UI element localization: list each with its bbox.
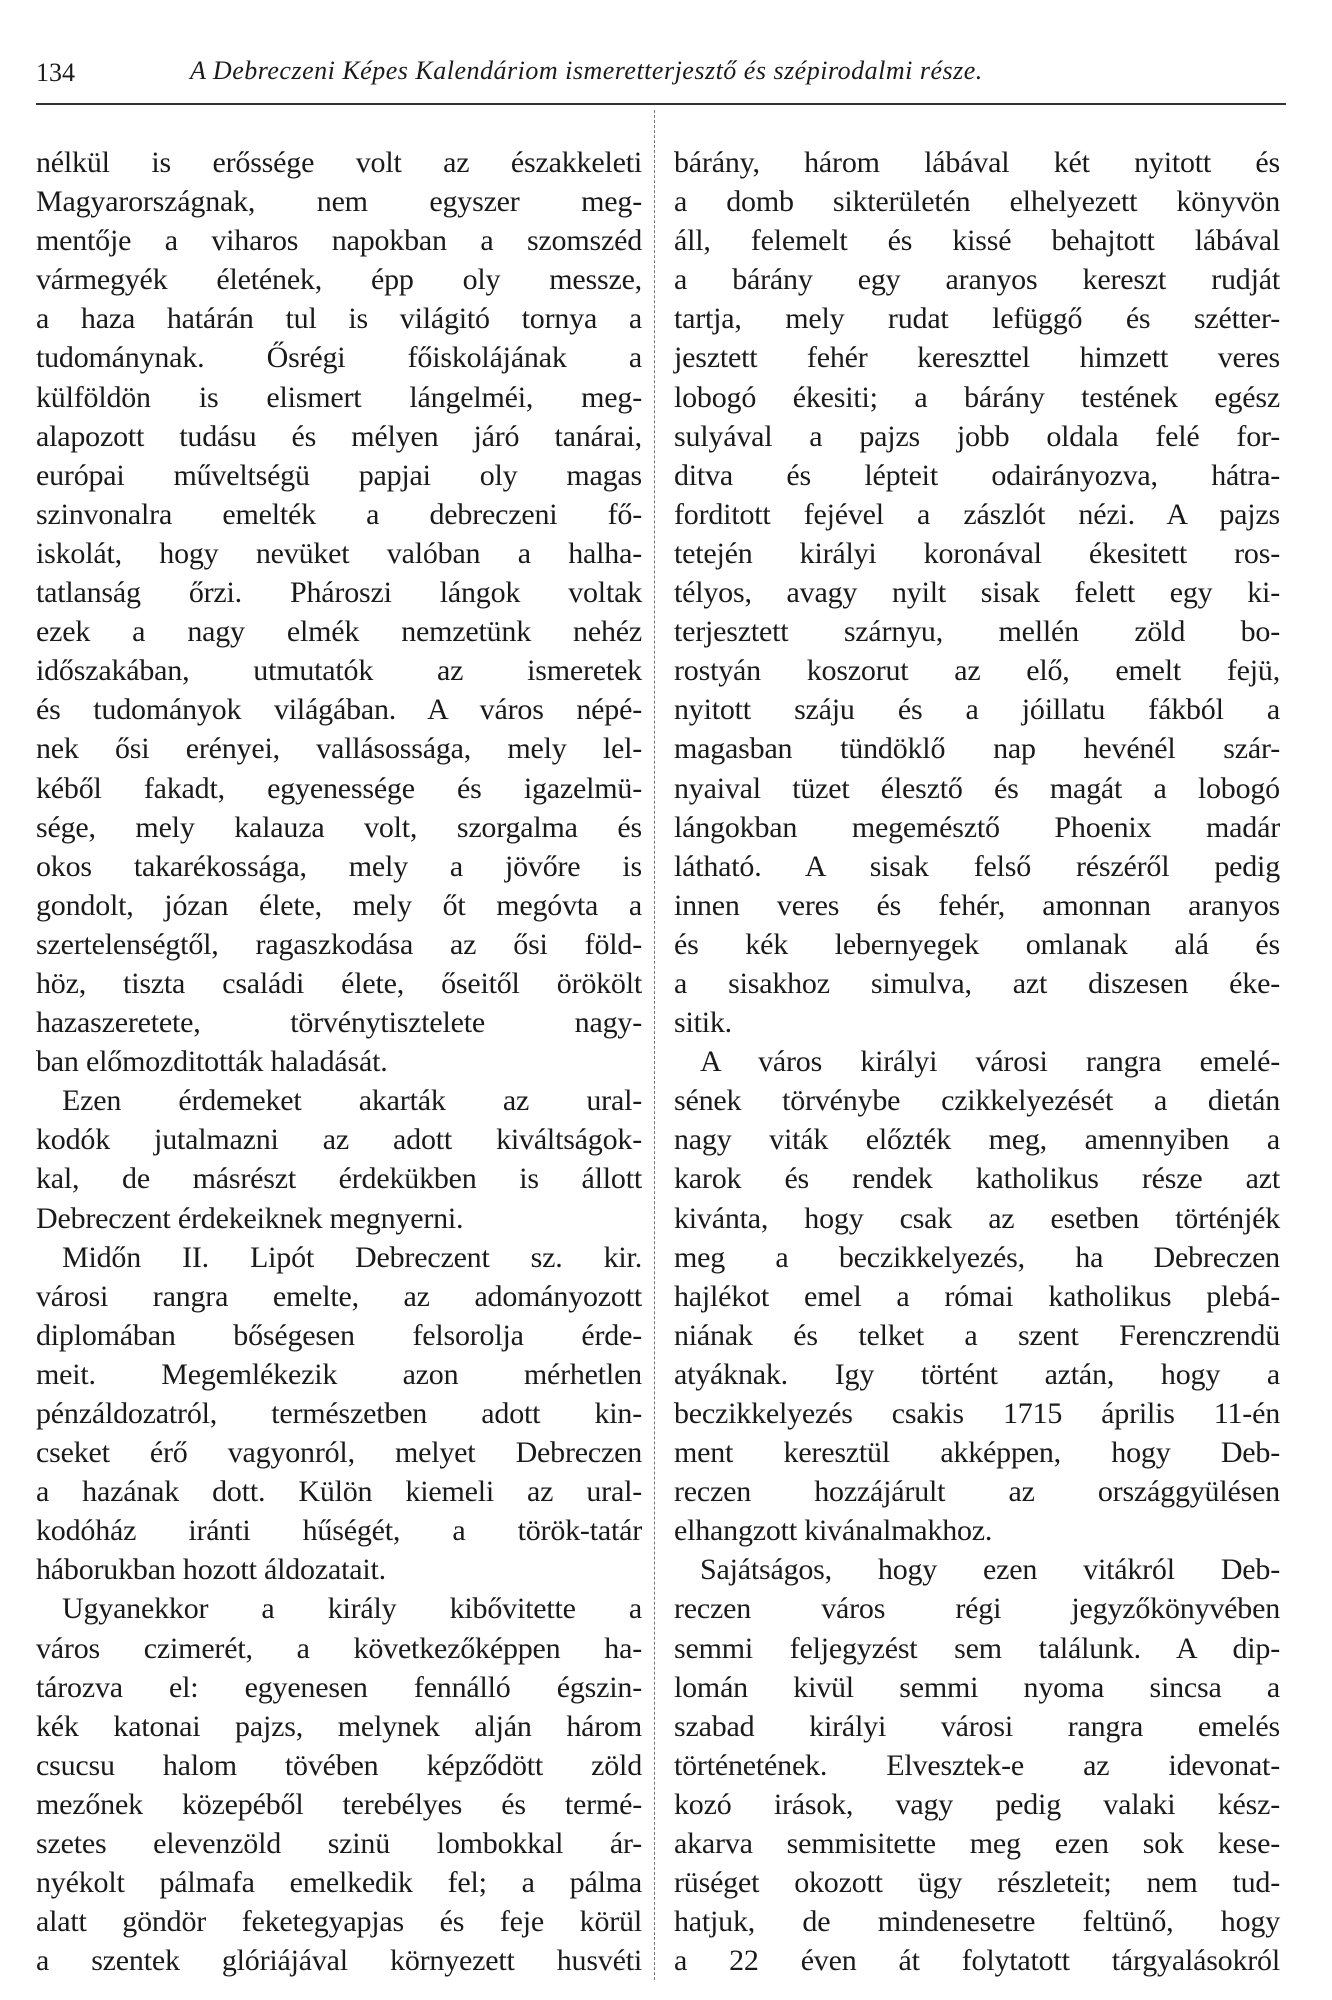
text-line: mentője a viharos napokban a szomszéd <box>36 224 642 258</box>
text-line: lomán kivül semmi nyoma sincsa a <box>674 1670 1280 1704</box>
text-line: terjesztett szárnyu, mellén zöld bo- <box>674 615 1280 649</box>
text-line: a haza határán tul is világitó tornya a <box>36 302 642 336</box>
text-line: külföldön is elismert lángelméi, meg- <box>36 380 642 414</box>
text-line: karok és rendek katholikus része azt <box>674 1162 1280 1196</box>
text-line: kivánta, hogy csak az esetben történjék <box>674 1201 1280 1235</box>
text-line: város czimerét, a következőképpen ha- <box>36 1631 642 1665</box>
page-number: 134 <box>36 58 75 87</box>
text-line: sége, mely kalauza volt, szorgalma és <box>36 810 642 844</box>
text-line: szinvonalra emelték a debreczeni fő- <box>36 497 642 531</box>
text-line: kéből fakadt, egyenessége és igazelmü- <box>36 771 642 805</box>
text-line: kal, de másrészt érdekükben is állott <box>36 1162 642 1196</box>
text-line: tatlanság őrzi. Phároszi lángok voltak <box>36 576 642 610</box>
text-line: hazaszeretete, törvénytisztelete nagy- <box>36 1006 642 1040</box>
text-line: a hazának dott. Külön kiemeli az ural- <box>36 1475 642 1509</box>
text-line: rüséget okozott ügy részleteit; nem tud- <box>674 1866 1280 1900</box>
text-line: sének törvénybe czikkelyezését a dietán <box>674 1084 1280 1118</box>
column-divider <box>654 110 655 1980</box>
running-title: A Debreczeni Képes Kalendáriom ismeretterjesztő és szépirodalmi része. <box>190 56 983 85</box>
text-line: Ugyanekkor a király kibővitette a <box>62 1592 642 1626</box>
text-line: szabad királyi városi rangra emelés <box>674 1709 1280 1743</box>
text-line: a 22 éven át folytatott tárgyalásokról <box>674 1944 1280 1978</box>
text-line: tározva el: egyenesen fennálló égszin- <box>36 1670 642 1704</box>
text-line: ditva és lépteit odairányozva, hátra- <box>674 458 1280 492</box>
header-rule <box>36 103 1286 105</box>
text-line: gondolt, józan élete, mely őt megóvta a <box>36 888 642 922</box>
text-line: sitik. <box>674 1006 732 1040</box>
text-line: lobogó ékesiti; a bárány testének egész <box>674 380 1280 414</box>
paragraph <box>36 1238 642 1590</box>
text-line: elhangzott kivánalmakhoz. <box>674 1514 993 1548</box>
text-line: nagy viták előzték meg, amennyiben a <box>674 1123 1280 1157</box>
text-line: kozó irások, vagy pedig valaki kész- <box>674 1787 1280 1821</box>
text-line: történetének. Elvesztek-e az idevonat- <box>674 1748 1280 1782</box>
text-line: jesztett fehér kereszttel himzett veres <box>674 341 1280 375</box>
text-line: bárány, három lábával két nyitott és <box>674 146 1280 179</box>
text-line: a szentek glóriájával környezett husvéti <box>36 1944 642 1978</box>
text-line: Ezen érdemeket akarták az ural- <box>62 1084 642 1118</box>
text-line: szetes elevenzöld szinü lombokkal ár- <box>36 1827 642 1861</box>
text-line: kodóház iránti hűségét, a török-tatár <box>36 1514 642 1548</box>
text-line: diplomában bőségesen felsorolja érde- <box>36 1318 642 1352</box>
text-line: tartja, mely rudat lefüggő és szétter- <box>674 302 1280 336</box>
text-line: mezőnek közepéből terebélyes és termé- <box>36 1787 642 1821</box>
text-line: sulyával a pajzs jobb oldala felé for- <box>674 419 1280 453</box>
paragraph <box>36 143 642 1081</box>
text-line: nyékolt pálmafa emelkedik fel; a pálma <box>36 1866 642 1900</box>
text-line: látható. A sisak felső részéről pedig <box>674 849 1280 883</box>
text-line: ment keresztül akképpen, hogy Deb- <box>674 1436 1280 1470</box>
text-line: reczen város régi jegyzőkönyvében <box>674 1592 1280 1626</box>
text-line: alatt göndör feketegyapjas és feje körül <box>36 1905 642 1939</box>
text-line: Sajátságos, hogy ezen vitákról Deb- <box>700 1553 1280 1587</box>
text-line: télyos, avagy nyilt sisak felett egy ki- <box>674 576 1280 610</box>
paragraph <box>36 1589 642 1980</box>
text-line: atyáknak. Igy történt aztán, hogy a <box>674 1357 1280 1391</box>
text-line: vármegyék életének, épp oly messze, <box>36 263 642 297</box>
text-line: csucsu halom tövében képződött zöld <box>36 1748 642 1782</box>
text-line: lángokban megemésztő Phoenix madár <box>674 810 1280 844</box>
text-line: háborukban hozott áldozatait. <box>36 1553 386 1587</box>
text-line: és tudományok világában. A város népé- <box>36 693 642 727</box>
text-line: kodók jutalmazni az adott kiváltságok- <box>36 1123 642 1157</box>
text-line: tudománynak. Ősrégi főiskolájának a <box>36 341 642 375</box>
text-line: niának és telket a szent Ferenczrendü <box>674 1318 1280 1352</box>
text-line: cseket érő vagyonról, melyet Debreczen <box>36 1436 642 1470</box>
text-line: a sisakhoz simulva, azt diszesen éke- <box>674 966 1280 1000</box>
text-line: okos takarékossága, mely a jövőre is <box>36 849 642 883</box>
text-line: forditott fejével a zászlót nézi. A pajzs <box>674 497 1280 531</box>
text-line: iskolát, hogy nevüket valóban a halha- <box>36 536 642 570</box>
text-line: a bárány egy aranyos kereszt rudját <box>674 263 1280 297</box>
text-line: semmi feljegyzést sem találunk. A dip- <box>674 1631 1280 1665</box>
text-line: Midőn II. Lipót Debreczent sz. kir. <box>62 1240 642 1274</box>
text-line: a domb sikterületén elhelyezett könyvön <box>674 185 1280 219</box>
paragraph <box>674 1550 1280 1980</box>
text-line: kék katonai pajzs, melynek alján három <box>36 1709 642 1743</box>
text-line: ban előmozditották haladását. <box>36 1045 388 1079</box>
text-line: meg a beczikkelyezés, ha Debreczen <box>674 1240 1280 1274</box>
text-line: tetején királyi koronával ékesitett ros- <box>674 536 1280 570</box>
text-line: pénzáldozatról, természetben adott kin- <box>36 1397 642 1430</box>
text-line: Debreczent érdekeiknek megnyerni. <box>36 1201 464 1235</box>
text-line: A város királyi városi rangra emelé- <box>700 1045 1280 1079</box>
left-column <box>36 143 642 1980</box>
text-line: meit. Megemlékezik azon mérhetlen <box>36 1357 642 1391</box>
text-line: akarva semmisitette meg ezen sok kese- <box>674 1827 1280 1861</box>
text-line: rostyán koszorut az elő, emelt fejü, <box>674 654 1280 688</box>
text-line: nek ősi erényei, vallásossága, mely lel- <box>36 732 642 766</box>
text-line: ezek a nagy elmék nemzetünk nehéz <box>36 615 642 649</box>
right-column <box>674 143 1280 1980</box>
text-line: beczikkelyezés csakis 1715 április 11-én <box>674 1397 1280 1430</box>
paragraph <box>674 143 1280 1042</box>
text-line: hatjuk, de mindenesetre feltünő, hogy <box>674 1905 1280 1939</box>
text-line: nyaival tüzet élesztő és magát a lobogó <box>674 771 1280 805</box>
text-line: höz, tiszta családi élete, őseitől örökölt <box>36 966 642 1000</box>
paragraph <box>674 1042 1280 1550</box>
text-line: alapozott tudásu és mélyen járó tanárai, <box>36 419 642 453</box>
text-line: magasban tündöklő nap hevénél szár- <box>674 732 1280 766</box>
text-line: nyitott száju és a jóillatu fákból a <box>674 693 1280 727</box>
text-line: hajlékot emel a római katholikus plebá- <box>674 1279 1280 1313</box>
text-line: reczen hozzájárult az országgyülésen <box>674 1475 1280 1509</box>
text-line: és kék lebernyegek omlanak alá és <box>674 927 1280 961</box>
text-line: szertelenségtől, ragaszkodása az ősi föld- <box>36 927 642 961</box>
text-line: európai műveltségü papjai oly magas <box>36 458 642 492</box>
text-line: Magyarországnak, nem egyszer meg- <box>36 185 642 219</box>
text-line: innen veres és fehér, amonnan aranyos <box>674 888 1280 922</box>
text-line: időszakában, utmutatók az ismeretek <box>36 654 642 688</box>
text-line: nélkül is erőssége volt az északkeleti <box>36 146 642 179</box>
text-line: városi rangra emelte, az adományozott <box>36 1279 642 1313</box>
paragraph <box>36 1081 642 1237</box>
text-line: áll, felemelt és kissé behajtott lábával <box>674 224 1280 258</box>
